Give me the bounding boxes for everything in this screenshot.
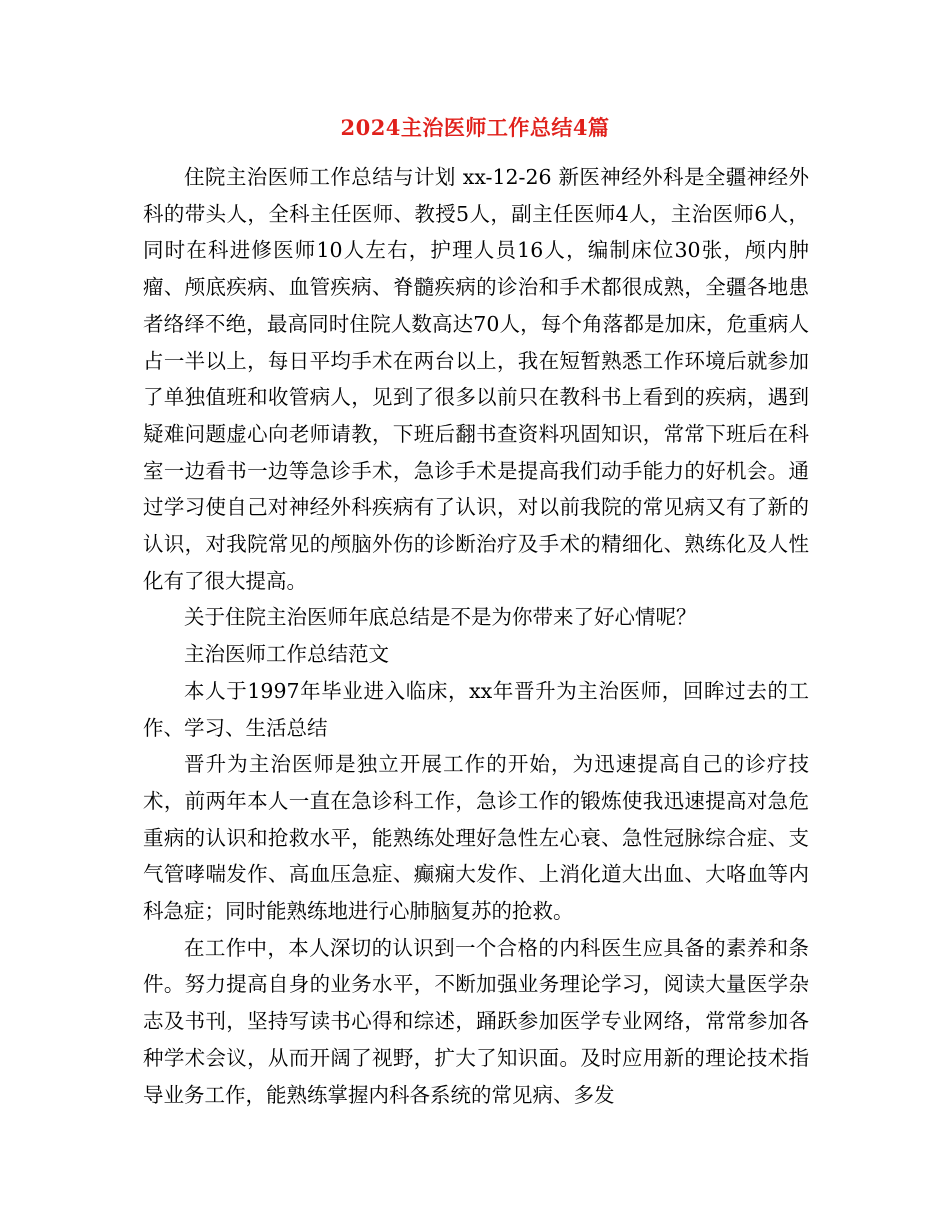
document-body	[143, 159, 809, 1113]
paragraph: 主治医师工作总结范文	[184, 642, 389, 667]
paragraph: 在工作中，本人深切的认识到一个合格的内科医生应具备的素养和条件。努力提高自身的业务水平，不断加强业务理论学习，阅读大量医学杂志及书刊，坚持写读书心得和综述，踊跃参加医学专业网络，常常参加各种学术会议，从而开阔了视野，扩大了知识面。及时应用新的理论技术指导业务工作，能熟练掌握内科各系统的常见病、多发	[143, 935, 809, 1107]
paragraph: 晋升为主治医师是独立开展工作的开始，为迅速提高自己的诊疗技术，前两年本人一直在急诊科工作，急诊工作的锻炼使我迅速提高对急危重病的认识和抢救水平，能熟练处理好急性左心衰、急性冠脉综合症、支气管哮喘发作、高血压急症、癫痫大发作、上消化道大出血、大咯血等内科急症；同时能熟练地进行心肺脑复苏的抢救。	[143, 752, 809, 924]
document-title: 2024主治医师工作总结4篇	[340, 115, 610, 140]
paragraph: 住院主治医师工作总结与计划 xx-12-26 新医神经外科是全疆神经外科的带头人，全科主任医师、教授5人，副主任医师4人，主治医师6人，同时在科进修医师10人左右，护理人员16人，编制床位30张，颅内肿瘤、颅底疾病、血管疾病、脊髓疾病的诊治和手术都很成熟，全疆各地患者络绎不绝，最高同时住院人数高达70人，每个角落都是加床，危重病人占一半以上，每日平均手术在两台以上，我在短暂熟悉工作环境后就参加了单独值班和收管病人，见到了很多以前只在教科书上看到的疾病，遇到疑难问题虚心向老师请教，下班后翻书查资料巩固知识，常常下班后在科室一边看书一边等急诊手术，急诊手术是提高我们动手能力的好机会。通过学习使自己对神经外科疾病有了认识，对以前我院的常见病又有了新的认识，对我院常见的颅脑外伤的诊断治疗及手术的精细化、熟练化及人性化有了很大提高。	[143, 165, 809, 593]
paragraph: 关于住院主治医师年底总结是不是为你带来了好心情呢？	[184, 605, 697, 630]
paragraph: 本人于1997年毕业进入临床，xx年晋升为主治医师，回眸过去的工作、学习、生活总结	[143, 678, 809, 740]
